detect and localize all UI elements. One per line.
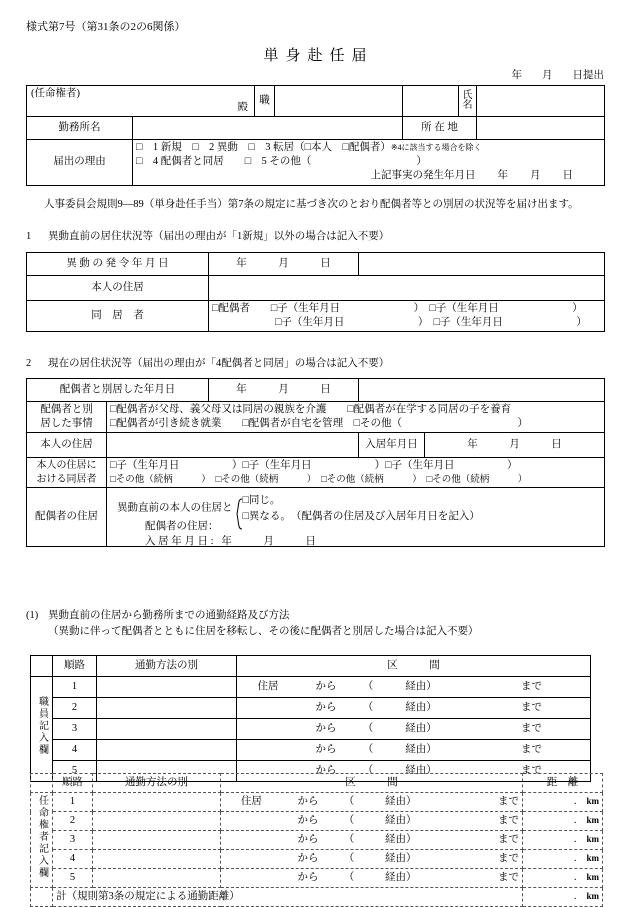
reason-line-3 bbox=[136, 169, 601, 183]
a-dist-unit-5: km bbox=[586, 871, 599, 882]
segment-1 bbox=[240, 680, 587, 694]
a-dist-dot-5: . bbox=[573, 871, 577, 883]
reason-line-1 bbox=[136, 141, 601, 155]
reason-cell[interactable] bbox=[133, 140, 605, 186]
a-row-distance-4[interactable] bbox=[523, 850, 603, 869]
a-dist-unit-4: km bbox=[586, 852, 599, 863]
a-dist-unit-1: km bbox=[586, 795, 599, 806]
table-row bbox=[31, 888, 603, 907]
spacer-cell bbox=[31, 888, 53, 907]
cohabitant-label-s1: 同 居 者 bbox=[27, 301, 209, 332]
a-seg-paren-4: （ bbox=[343, 852, 355, 864]
spouse-address-label[interactable]: 配偶者の住居： bbox=[145, 521, 219, 533]
table-row bbox=[31, 869, 603, 888]
a-row-section-3[interactable] bbox=[221, 831, 523, 850]
seg-made-3: まで bbox=[521, 722, 542, 734]
header-order-2: 順路 bbox=[53, 774, 93, 793]
table-row bbox=[31, 831, 603, 850]
row-section-3[interactable] bbox=[237, 719, 591, 740]
row-order-5: 5 bbox=[53, 761, 97, 782]
row-order-4: 4 bbox=[53, 740, 97, 761]
a-segment-4 bbox=[224, 852, 519, 866]
section-2-heading bbox=[26, 355, 389, 370]
table-row bbox=[27, 433, 605, 458]
commute-table-staff bbox=[30, 655, 591, 782]
table-row bbox=[27, 458, 605, 488]
a-seg-made-2: まで bbox=[497, 814, 519, 826]
a-segment-1 bbox=[224, 795, 519, 809]
form-number: 様式第7号（第31条の2の6関係） bbox=[26, 21, 186, 33]
section-1-table bbox=[26, 252, 605, 332]
page-title: 単身赴任届 bbox=[263, 48, 374, 64]
cohabitant-value-s1[interactable] bbox=[209, 301, 605, 332]
section-1-title: 異動直前の居住状況等（届出の理由が「1新規」以外の場合は記入不要） bbox=[48, 231, 390, 242]
a-row-method-1[interactable] bbox=[93, 793, 221, 812]
a-seg-via-3: 経由） bbox=[385, 833, 417, 845]
spouse-residence-value[interactable] bbox=[107, 488, 605, 547]
movein-date-label: 入居年月日 bbox=[359, 433, 425, 458]
seg-paren-1: （ bbox=[362, 680, 374, 692]
a-dist-dot-4: . bbox=[573, 852, 577, 864]
reason-label: 届出の理由 bbox=[27, 140, 133, 186]
section-1-heading bbox=[26, 228, 389, 243]
section-2-table bbox=[26, 378, 605, 547]
a-row-distance-1[interactable] bbox=[523, 793, 603, 812]
submit-day: 日提出 bbox=[572, 70, 604, 81]
spouse-options bbox=[243, 493, 480, 523]
separation-reason-label-line2: 居した事情 bbox=[40, 418, 93, 430]
separation-reason-line-2[interactable]: □配偶者が引き続き就業 □配偶者が自宅を管理 □その他（ ） bbox=[110, 418, 529, 430]
cohabitant-label-s2-line1: 本人の住居に bbox=[36, 460, 97, 472]
a-seg-paren-3: （ bbox=[343, 833, 355, 845]
a-seg-kara-3: から bbox=[297, 833, 319, 845]
own-residence-value-s1[interactable] bbox=[209, 276, 605, 301]
appointer-entry-vertical-label: 任命権者記入欄 bbox=[36, 795, 48, 880]
name-label-line1: 氏 bbox=[462, 89, 473, 101]
total-dist-dot: . bbox=[573, 890, 577, 902]
table-row bbox=[27, 86, 605, 117]
a-seg-kara-4: から bbox=[297, 852, 319, 864]
spouse-option-same[interactable]: □同じ。 bbox=[242, 495, 281, 507]
table-row bbox=[27, 402, 605, 433]
table-row bbox=[31, 740, 591, 761]
table-row bbox=[27, 253, 605, 276]
seg-kara-4: から bbox=[315, 743, 337, 755]
table-row bbox=[31, 719, 591, 740]
seg-made-2: まで bbox=[521, 701, 542, 713]
seg-kara-5: から bbox=[315, 764, 337, 776]
spacer-cell bbox=[359, 379, 605, 402]
table-row bbox=[27, 140, 605, 186]
row-order-1: 1 bbox=[53, 677, 97, 698]
seg-via-4: 経由） bbox=[405, 743, 437, 755]
table-row bbox=[27, 488, 605, 547]
seg-via-2: 経由） bbox=[405, 701, 437, 713]
table-row bbox=[31, 812, 603, 831]
segment-3 bbox=[240, 722, 587, 736]
transfer-order-date-value[interactable]: 年 月 日 bbox=[209, 253, 359, 276]
spacer-cell bbox=[31, 774, 53, 793]
section-1-number: 1 bbox=[26, 231, 32, 242]
workplace-value-cell[interactable] bbox=[133, 117, 403, 140]
submission-date bbox=[512, 67, 605, 82]
a-seg-made-3: まで bbox=[497, 833, 519, 845]
location-value-cell[interactable] bbox=[477, 117, 605, 140]
spouse-movein-row bbox=[145, 535, 316, 549]
table-row bbox=[27, 379, 605, 402]
a-row-section-2[interactable] bbox=[221, 812, 523, 831]
separation-reason-line-1[interactable]: □配偶者が父母、義父母又は同居の親族を介護 □配偶者が在学する同居の子を養育 bbox=[110, 404, 512, 415]
header-table bbox=[26, 85, 605, 186]
event-month: 月 bbox=[530, 170, 541, 182]
table-row bbox=[31, 698, 591, 719]
a-seg-kara-5: から bbox=[297, 871, 319, 883]
a-row-section-4[interactable] bbox=[221, 850, 523, 869]
table-row bbox=[27, 117, 605, 140]
cohabitant-label-s2-line2: おける同居者 bbox=[36, 473, 97, 485]
reason-line-2[interactable]: □ 4 配偶者と同居 □ 5 その他（ ） bbox=[136, 156, 427, 168]
seg-made-5: まで bbox=[521, 764, 542, 776]
a-seg-made-5: まで bbox=[497, 871, 519, 883]
event-date-label: 上記事実の発生年月日 bbox=[370, 170, 476, 182]
a-row-section-1[interactable] bbox=[221, 793, 523, 812]
row-method-4[interactable] bbox=[97, 740, 237, 761]
spouse-prefix-text: 異動直前の本人の住居と bbox=[117, 502, 233, 514]
a-seg-via-5: 経由） bbox=[385, 871, 417, 883]
a-row-order-4: 4 bbox=[53, 850, 93, 869]
seg-paren-2: （ bbox=[362, 701, 374, 713]
header-section-2: 区 間 bbox=[221, 774, 523, 793]
cohabitant-line-2[interactable]: □子（生年月日 ） □子（生年月日 ） bbox=[212, 317, 587, 329]
row-method-3[interactable] bbox=[97, 719, 237, 740]
own-residence-value-s2[interactable] bbox=[107, 433, 359, 458]
a-row-order-3: 3 bbox=[53, 831, 93, 850]
table-row bbox=[27, 301, 605, 332]
a-seg-made-4: まで bbox=[497, 852, 519, 864]
cohabitant-line-1[interactable]: □配偶者 □子（生年月日 ） □子（生年月日 ） bbox=[212, 303, 583, 314]
a-seg-from-1: 住居 bbox=[240, 795, 262, 807]
own-residence-label-s2: 本人の住居 bbox=[27, 433, 107, 458]
reason-note: ※4に該当する場合を除く bbox=[390, 143, 482, 152]
seg-kara-2: から bbox=[315, 701, 337, 713]
subsection-1-subheading: （異動に伴って配偶者とともに住居を移転し、その後に配偶者と別居した場合は記入不要） bbox=[48, 626, 479, 637]
separation-date-value[interactable]: 年 月 日 bbox=[209, 379, 359, 402]
a-seg-paren-2: （ bbox=[343, 814, 355, 826]
total-distance-value[interactable] bbox=[523, 888, 603, 907]
movein-date-value[interactable]: 年 月 日 bbox=[425, 433, 605, 458]
row-method-2[interactable] bbox=[97, 698, 237, 719]
segment-4 bbox=[240, 743, 587, 757]
cohabitant-value-s2[interactable] bbox=[107, 458, 605, 488]
a-segment-3 bbox=[224, 833, 519, 847]
a-dist-dot-3: . bbox=[573, 833, 577, 845]
total-dist-unit: km bbox=[586, 890, 599, 901]
subsection-1-heading bbox=[26, 607, 290, 622]
post-value-cell[interactable] bbox=[275, 86, 403, 117]
seg-paren-4: （ bbox=[362, 743, 374, 755]
workplace-label: 勤務所名 bbox=[27, 117, 133, 140]
separation-reason-label bbox=[27, 402, 107, 433]
seg-from-1: 住居 bbox=[257, 680, 279, 692]
submit-month: 月 bbox=[542, 70, 553, 81]
a-seg-via-1: 経由） bbox=[385, 795, 417, 807]
a-segment-2 bbox=[224, 814, 519, 828]
row-section-4[interactable] bbox=[237, 740, 591, 761]
spouse-address-block bbox=[145, 520, 316, 548]
spouse-option-different[interactable]: □異なる。 （配偶者の住居及び入居年月日を記入） bbox=[242, 510, 480, 522]
cohabitant-s2-line-2[interactable]: □その他（続柄 ） □その他（続柄 ） □その他（続柄 ） □その他（続柄 ） bbox=[110, 474, 528, 485]
table-row bbox=[31, 656, 591, 677]
submit-year: 年 bbox=[511, 70, 522, 81]
seg-via-1: 経由） bbox=[405, 680, 437, 692]
post-label: 職 bbox=[255, 86, 275, 117]
seg-via-3: 経由） bbox=[405, 722, 437, 734]
seg-made-1: まで bbox=[521, 680, 542, 692]
a-row-distance-2[interactable] bbox=[523, 812, 603, 831]
spouse-movein-value[interactable]: 年 月 日 bbox=[221, 535, 316, 547]
seg-paren-3: （ bbox=[362, 722, 374, 734]
staff-entry-vertical-label: 職員記入欄 bbox=[36, 696, 48, 757]
section-2-number: 2 bbox=[26, 358, 32, 369]
table-row bbox=[31, 793, 603, 812]
seg-kara-3: から bbox=[315, 722, 337, 734]
commute-table-appointer bbox=[30, 773, 603, 907]
a-row-method-2[interactable] bbox=[93, 812, 221, 831]
header-method-2: 通勤方法の別 bbox=[93, 774, 221, 793]
spouse-residence-label: 配偶者の住居 bbox=[27, 488, 107, 547]
spouse-same-or-diff bbox=[117, 493, 480, 523]
post-value-cell-2[interactable] bbox=[403, 86, 459, 117]
reason-options-row1[interactable]: □ 1 新規 □ 2 異動 □ 3 転居（□本人 □配偶者） bbox=[136, 142, 391, 153]
header-distance: 距 離 bbox=[523, 774, 603, 793]
appointer-cell[interactable] bbox=[27, 86, 255, 117]
header-method: 通勤方法の別 bbox=[97, 656, 237, 677]
a-dist-dot-1: . bbox=[573, 795, 577, 807]
spacer-cell bbox=[359, 253, 605, 276]
header-order: 順路 bbox=[53, 656, 97, 677]
separation-reason-label-line1: 配偶者と別 bbox=[40, 404, 93, 415]
location-label: 所 在 地 bbox=[403, 117, 477, 140]
a-dist-dot-2: . bbox=[573, 814, 577, 826]
row-section-2[interactable] bbox=[237, 698, 591, 719]
a-segment-5 bbox=[224, 871, 519, 885]
a-seg-via-2: 経由） bbox=[385, 814, 417, 826]
seg-via-5: 経由） bbox=[405, 764, 437, 776]
a-row-method-5[interactable] bbox=[93, 869, 221, 888]
table-row bbox=[31, 774, 603, 793]
spacer-cell bbox=[31, 656, 53, 677]
section-2-title: 現在の居住状況等（届出の理由が「4配偶者と同居」の場合は記入不要） bbox=[48, 358, 390, 369]
intro-paragraph: 人事委員会規則9―89（単身赴任手当）第7条の規定に基づき次のとおり配偶者等との別居の状況等を届け出ます。 bbox=[44, 199, 579, 210]
name-value-cell[interactable] bbox=[477, 86, 605, 117]
a-seg-made-1: まで bbox=[497, 795, 519, 807]
a-row-distance-5[interactable] bbox=[523, 869, 603, 888]
name-label-line2: 名 bbox=[462, 100, 473, 111]
a-row-distance-3[interactable] bbox=[523, 831, 603, 850]
a-dist-unit-3: km bbox=[586, 833, 599, 844]
row-order-3: 3 bbox=[53, 719, 97, 740]
a-row-order-1: 1 bbox=[53, 793, 93, 812]
seg-kara-1: から bbox=[315, 680, 337, 692]
appointer-entry-vertical-label-cell bbox=[31, 793, 53, 888]
a-dist-unit-2: km bbox=[586, 814, 599, 825]
a-seg-kara-2: から bbox=[297, 814, 319, 826]
event-year: 年 bbox=[497, 170, 508, 182]
total-distance-label: 計（規則第3条の規定による通勤距離） bbox=[53, 888, 523, 907]
spouse-movein-label: 入 居 年 月 日 : bbox=[145, 535, 214, 547]
cohabitant-s2-line-1[interactable]: □子（生年月日 ）□子（生年月日 ）□子（生年月日 ） bbox=[110, 460, 518, 472]
header-section: 区 間 bbox=[237, 656, 591, 677]
table-row bbox=[27, 276, 605, 301]
table-row bbox=[31, 850, 603, 869]
separation-date-label: 配偶者と別居した年月日 bbox=[27, 379, 209, 402]
name-label bbox=[459, 86, 477, 117]
a-row-order-5: 5 bbox=[53, 869, 93, 888]
staff-entry-vertical-label-cell bbox=[31, 677, 53, 782]
seg-paren-5: （ bbox=[362, 764, 374, 776]
a-seg-paren-1: （ bbox=[343, 795, 355, 807]
a-seg-via-4: 経由） bbox=[385, 852, 417, 864]
segment-2 bbox=[240, 701, 587, 715]
a-row-method-4[interactable] bbox=[93, 850, 221, 869]
dono-label: 殿 bbox=[237, 101, 248, 113]
transfer-order-date-label: 異 動 の 発 令 年 月 日 bbox=[27, 253, 209, 276]
event-day: 日 bbox=[562, 170, 573, 182]
appointer-label: (任命権者) bbox=[31, 88, 80, 99]
a-row-order-2: 2 bbox=[53, 812, 93, 831]
separation-reason-value[interactable] bbox=[107, 402, 605, 433]
cohabitant-label-s2 bbox=[27, 458, 107, 488]
subsection-1-title: 異動直前の住居から勤務所までの通勤経路及び方法 bbox=[48, 610, 290, 621]
table-row bbox=[31, 677, 591, 698]
a-seg-kara-1: から bbox=[297, 795, 319, 807]
a-row-method-3[interactable] bbox=[93, 831, 221, 850]
a-seg-paren-5: （ bbox=[343, 871, 355, 883]
row-order-2: 2 bbox=[53, 698, 97, 719]
row-section-1[interactable] bbox=[237, 677, 591, 698]
subsection-1-number: (1) bbox=[26, 610, 39, 621]
seg-made-4: まで bbox=[521, 743, 542, 755]
a-row-section-5[interactable] bbox=[221, 869, 523, 888]
row-method-1[interactable] bbox=[97, 677, 237, 698]
own-residence-label-s1: 本人の住居 bbox=[27, 276, 209, 301]
